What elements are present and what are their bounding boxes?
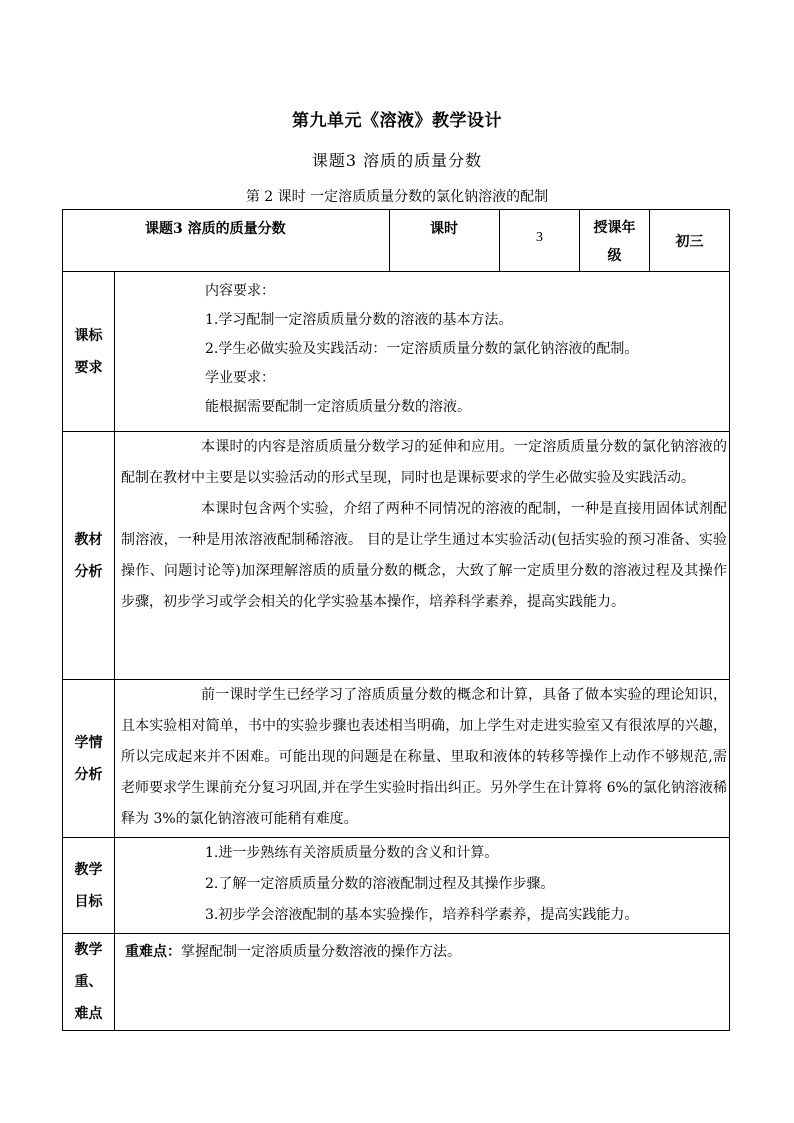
grade-value-cell: 初三 <box>650 210 730 272</box>
document-title: 第九单元《溶液》教学设计 <box>292 111 502 131</box>
students-label-1: 学情 <box>74 734 103 751</box>
textbook-label-1: 教材 <box>74 531 103 548</box>
students-label-cell <box>63 680 115 838</box>
keypoints-label-2: 重、 <box>74 974 103 990</box>
textbook-content-cell <box>115 432 730 680</box>
textbook-label-cell <box>63 432 115 680</box>
goals-label-2: 目标 <box>74 893 103 910</box>
standards-content-cell <box>115 272 730 432</box>
standards-line: 内容要求： <box>205 283 275 299</box>
lesson-plan-table <box>62 209 730 1031</box>
topic-cell: 课题3 溶质的质量分数 <box>63 210 390 272</box>
standards-label-1: 课标 <box>74 327 103 344</box>
lesson-title: 第 2 课时 一定溶质质量分数的氯化钠溶液的配制 <box>245 189 549 205</box>
students-label-2: 分析 <box>74 766 103 783</box>
goals-label-cell <box>63 838 115 934</box>
textbook-label-2: 分析 <box>74 563 103 580</box>
students-paragraph: 前一课时学生已经学习了溶质质量分数的概念和计算，具备了做本实验的理论知识，且本实验相对简单，书中的实验步骤也表述相当明确，加上学生对走进实验室又有很浓厚的兴趣，所以完成起来并不困难。可能出现的问题是在称量、里取和液体的转移等操作上动作不够规范,需老师要求学生课前充分复习巩固,并在学生实验时指出纠正。另外学生在计算将 6%的氯化钠溶液稀释为 3%的氯化钠溶液可能稍有难度。 <box>121 687 727 827</box>
keypoints-line <box>125 938 721 966</box>
students-content-cell <box>115 680 730 838</box>
keypoints-label-3: 难点 <box>74 1006 103 1022</box>
standards-line: 能根据需要配制一定溶质质量分数的溶液。 <box>205 399 471 415</box>
period-value-cell: 3 <box>500 210 580 272</box>
grade-label-line-1: 授课年 <box>593 220 636 236</box>
standards-line: 2.学生必做实验及实践活动：一定溶质质量分数的氯化钠溶液的配制。 <box>205 341 639 357</box>
standards-row <box>63 272 730 432</box>
goal-item: 3.初步学会溶液配制的基本实验操作，培养科学素养，提高实践能力。 <box>205 907 639 923</box>
textbook-paragraph: 本课时包含两个实验，介绍了两种不同情况的溶液的配制，一种是直接用固体试剂配制溶液，一种是用浓溶液配制稀溶液。 目的是让学生通过本实验活动(包括实验的预习准备、实验操作、问题讨论等)加深理解溶质的质量分数的概念，大致了解一定质里分数的溶液过程及其操作步骤，初步学习或学会相关的化学实验基本操作，培养科学素养，提高实践能力。 <box>121 501 727 610</box>
textbook-paragraph: 本课时的内容是溶质质量分数学习的延伸和应用。一定溶质质量分数的氯化钠溶液的配制在教材中主要是以实验活动的形式呈现，同时也是课标要求的学生必做实验及实践活动。 <box>121 439 727 486</box>
standards-line: 学业要求： <box>205 370 275 386</box>
goal-item: 1.进一步熟练有关溶质质量分数的含义和计算。 <box>205 845 499 861</box>
textbook-row <box>63 432 730 680</box>
info-row <box>63 210 730 272</box>
period-label-cell: 课时 <box>390 210 500 272</box>
goal-item: 2.了解一定溶质质量分数的溶液配制过程及其操作步骤。 <box>205 876 555 892</box>
keypoints-prefix: 重难点： <box>125 944 181 960</box>
goals-row <box>63 838 730 934</box>
goals-label-1: 教学 <box>74 861 103 878</box>
keypoints-content-cell <box>115 934 730 1031</box>
keypoints-label-1: 教学 <box>74 942 103 958</box>
standards-label-cell <box>63 272 115 432</box>
standards-label-2: 要求 <box>74 359 103 376</box>
goals-content-cell <box>115 838 730 934</box>
grade-label-cell <box>580 210 650 272</box>
document-subtitle: 课题3 溶质的质量分数 <box>311 151 483 170</box>
standards-line: 1.学习配制一定溶质质量分数的溶液的基本方法。 <box>205 312 513 328</box>
keypoints-label-cell <box>63 934 115 1031</box>
grade-label-line-2: 级 <box>607 248 622 264</box>
students-row <box>63 680 730 838</box>
keypoints-text: 掌握配制一定溶质质量分数溶液的操作方法。 <box>181 944 461 960</box>
keypoints-row <box>63 934 730 1031</box>
